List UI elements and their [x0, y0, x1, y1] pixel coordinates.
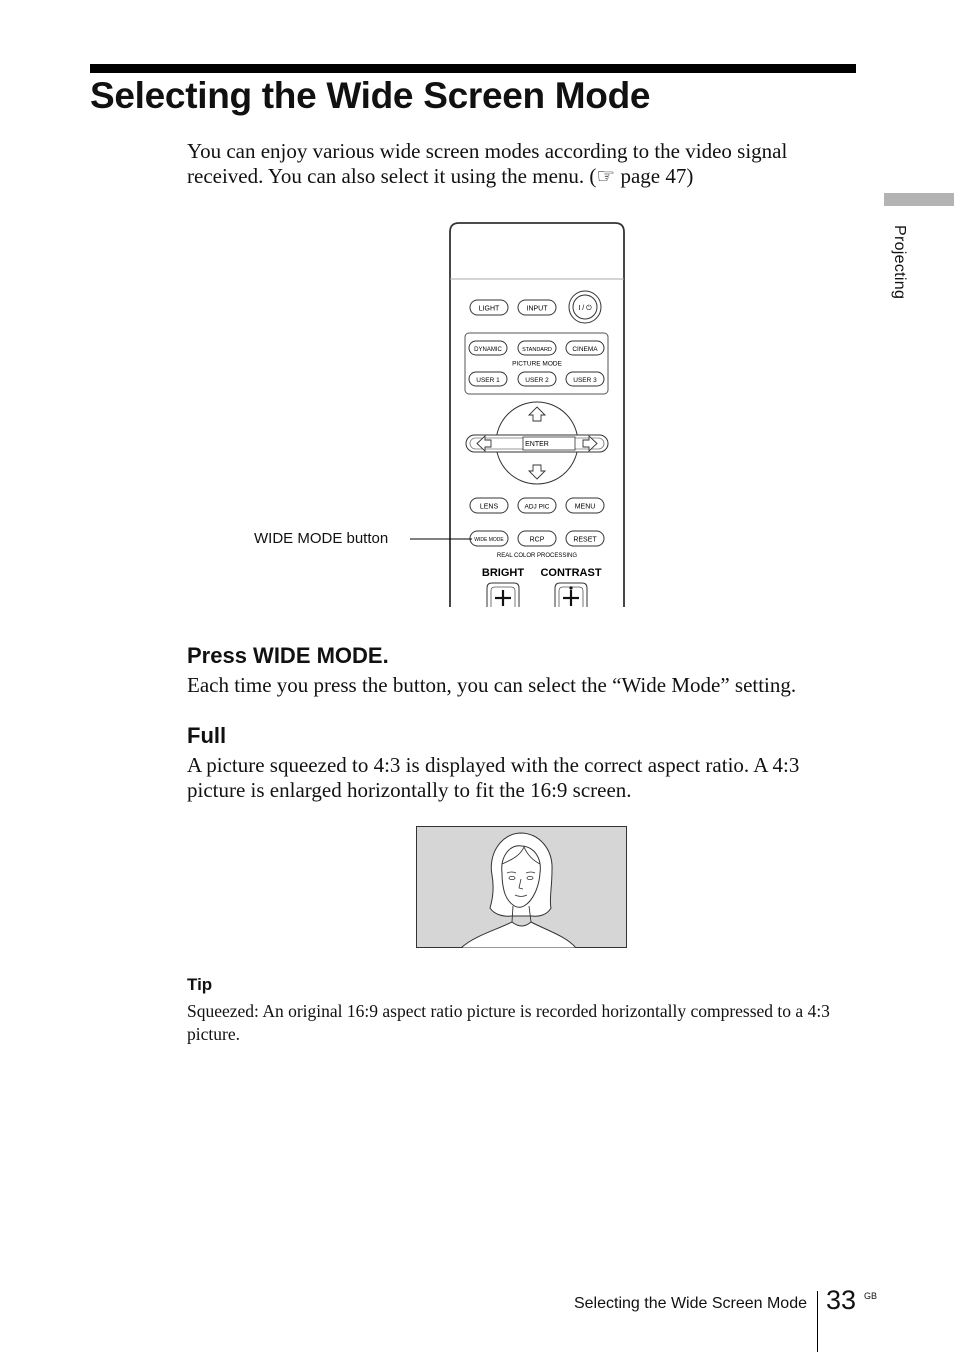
- page-number-suffix: GB: [864, 1291, 878, 1301]
- intro-paragraph: You can enjoy various wide screen modes according to the video signal received. You can also select it using the menu. (☞ page 47): [187, 139, 788, 188]
- full-mode-description: A picture squeezed to 4:3 is displayed with the correct aspect ratio. A 4:3 picture is enlarged horizontally to fit the 16:9 screen.: [187, 753, 800, 802]
- svg-text:LIGHT: LIGHT: [478, 305, 500, 313]
- svg-text:MENU: MENU: [574, 503, 596, 511]
- full-mode-heading: Full: [187, 723, 227, 748]
- footer-divider: [817, 1291, 818, 1352]
- bright-label: BRIGHT: [481, 567, 525, 579]
- real-color-processing-label: REAL COLOR PROCESSING: [496, 553, 578, 559]
- light-button: [470, 300, 508, 315]
- user2-button: [518, 372, 556, 386]
- svg-text:CINEMA: CINEMA: [572, 346, 598, 353]
- remote-control-illustration: [449, 222, 625, 607]
- svg-text:ENTER: ENTER: [525, 441, 549, 448]
- svg-text:USER 1: USER 1: [476, 377, 500, 384]
- section-label: Projecting: [891, 225, 908, 300]
- adj-pic-button: [518, 498, 556, 513]
- page-number: 33: [826, 1285, 857, 1315]
- menu-button: [566, 498, 604, 513]
- input-button: [518, 300, 556, 315]
- footer-title: Selecting the Wide Screen Mode: [573, 1295, 807, 1312]
- title-rule: [90, 64, 856, 73]
- standard-button: [518, 341, 556, 355]
- picture-mode-label: PICTURE MODE: [512, 360, 562, 368]
- svg-text:I / ⏻: I / ⏻: [578, 305, 592, 312]
- section-tab-marker: [884, 193, 954, 206]
- tip-text: Squeezed: An original 16:9 aspect ratio picture is recorded horizontally compressed to a 4:3 picture.: [187, 1001, 830, 1044]
- svg-text:LENS: LENS: [479, 503, 499, 511]
- callout-line: [410, 537, 472, 541]
- svg-text:USER 2: USER 2: [525, 377, 549, 384]
- svg-text:WIDE MODE: WIDE MODE: [474, 537, 504, 543]
- user3-button: [566, 372, 604, 386]
- bright-plus-button: [487, 583, 519, 607]
- step-heading: Press WIDE MODE.: [187, 643, 389, 668]
- svg-text:RESET: RESET: [573, 536, 597, 544]
- power-button: [569, 291, 601, 323]
- svg-text:USER 3: USER 3: [573, 377, 597, 384]
- dynamic-button: [469, 341, 507, 355]
- contrast-label: CONTRAST: [540, 567, 602, 579]
- svg-text:DYNAMIC: DYNAMIC: [474, 347, 502, 353]
- rcp-button: [518, 531, 556, 546]
- page-title: Selecting the Wide Screen Mode: [90, 75, 651, 116]
- full-mode-screen-illustration: [416, 826, 627, 948]
- tip-heading: Tip: [187, 975, 213, 994]
- reset-button: [566, 531, 604, 546]
- step-description: Each time you press the button, you can select the “Wide Mode” setting.: [187, 673, 797, 697]
- svg-text:INPUT: INPUT: [526, 305, 548, 313]
- svg-text:ADJ PIC: ADJ PIC: [524, 503, 550, 511]
- cinema-button: [566, 341, 604, 355]
- svg-text:RCP: RCP: [529, 536, 545, 544]
- wide-mode-button: [470, 531, 508, 546]
- contrast-plus-button: [555, 583, 587, 607]
- lens-button: [470, 498, 508, 513]
- user1-button: [469, 372, 507, 386]
- wide-mode-callout-label: WIDE MODE button: [254, 530, 389, 547]
- svg-text:STANDARD: STANDARD: [522, 347, 552, 353]
